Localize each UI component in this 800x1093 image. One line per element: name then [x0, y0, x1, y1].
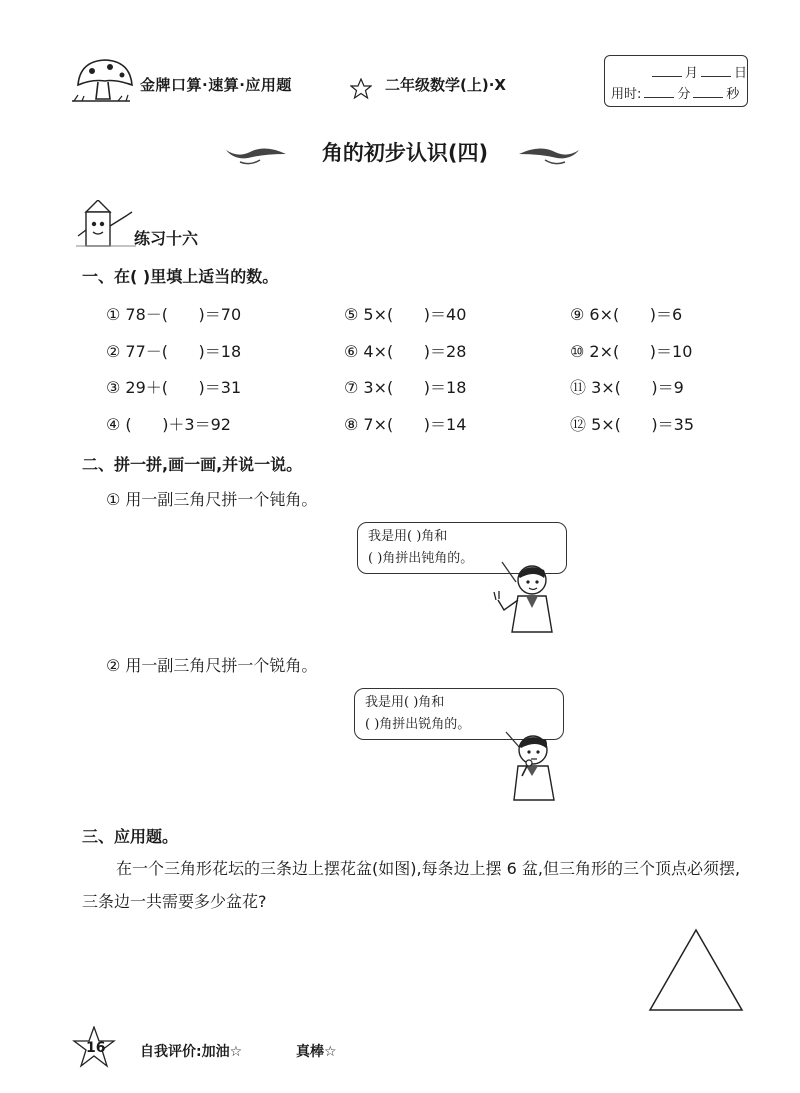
- pencil-mascot-icon: [74, 200, 140, 252]
- time-label: 用时:: [611, 87, 642, 102]
- question-11[interactable]: ⑪ 3×( )＝9: [570, 378, 684, 397]
- bubble-acute-line2[interactable]: ( )角拼出锐角的。: [365, 717, 471, 732]
- question-7[interactable]: ⑦ 3×( )＝18: [344, 378, 467, 397]
- boy-thinking-icon: [488, 730, 568, 805]
- month-label: 月: [685, 66, 699, 81]
- second-label: 秒: [726, 87, 740, 102]
- star-icon: [350, 78, 372, 100]
- section2-heading: 二、拼一拼,画一画,并说一说。: [82, 455, 303, 474]
- question-3[interactable]: ③ 29＋( )＝31: [106, 378, 242, 397]
- section2-q1: ① 用一副三角尺拼一个钝角。: [106, 490, 318, 509]
- question-1[interactable]: ① 78－( )＝70: [106, 305, 242, 324]
- day-label: 日: [734, 66, 748, 81]
- triangle-flowerbed-figure: [648, 928, 744, 1014]
- minute-label: 分: [677, 87, 691, 102]
- month-blank[interactable]: [652, 64, 682, 77]
- bubble-acute-line1[interactable]: 我是用( )角和: [365, 695, 445, 710]
- date-time-box: [604, 55, 748, 107]
- section3-heading: 三、应用题。: [82, 827, 179, 846]
- question-8[interactable]: ⑧ 7×( )＝14: [344, 415, 467, 434]
- day-blank[interactable]: [701, 64, 731, 77]
- minute-blank[interactable]: [644, 85, 674, 98]
- series-title: 金牌口算·速算·应用题: [140, 76, 292, 94]
- question-10[interactable]: ⑩ 2×( )＝10: [570, 342, 693, 361]
- mushroom-logo-icon: [70, 55, 140, 110]
- boy-thumbs-icon: [482, 560, 572, 640]
- bubble-obtuse-line2[interactable]: ( )角拼出钝角的。: [368, 551, 474, 566]
- question-5[interactable]: ⑤ 5×( )＝40: [344, 305, 467, 324]
- question-4[interactable]: ④ ( )＋3＝92: [106, 415, 231, 434]
- great-rating[interactable]: 真棒☆: [296, 1044, 337, 1060]
- section1-heading: 一、在( )里填上适当的数。: [82, 267, 279, 286]
- lesson-title: 角的初步认识(四): [321, 141, 489, 165]
- word-problem-text: 在一个三角形花坛的三条边上摆花盆(如图),每条边上摆 6 盆,但三角形的三个顶点必须摆,三条边一共需要多少盆花?: [82, 859, 741, 911]
- right-ornament-icon: [515, 138, 585, 166]
- self-evaluation[interactable]: 自我评价:加油☆: [140, 1044, 243, 1060]
- question-6[interactable]: ⑥ 4×( )＝28: [344, 342, 467, 361]
- question-2[interactable]: ② 77－( )＝18: [106, 342, 242, 361]
- left-ornament-icon: [220, 138, 290, 166]
- page-number: 16: [86, 1040, 106, 1056]
- question-12[interactable]: ⑫ 5×( )＝35: [570, 415, 695, 434]
- second-blank[interactable]: [693, 85, 723, 98]
- exercise-label: 练习十六: [134, 229, 199, 248]
- bubble-obtuse-line1[interactable]: 我是用( )角和: [368, 529, 448, 544]
- question-9[interactable]: ⑨ 6×( )＝6: [570, 305, 683, 324]
- grade-label: 二年级数学(上)·X: [385, 76, 506, 94]
- section2-q2: ② 用一副三角尺拼一个锐角。: [106, 656, 318, 675]
